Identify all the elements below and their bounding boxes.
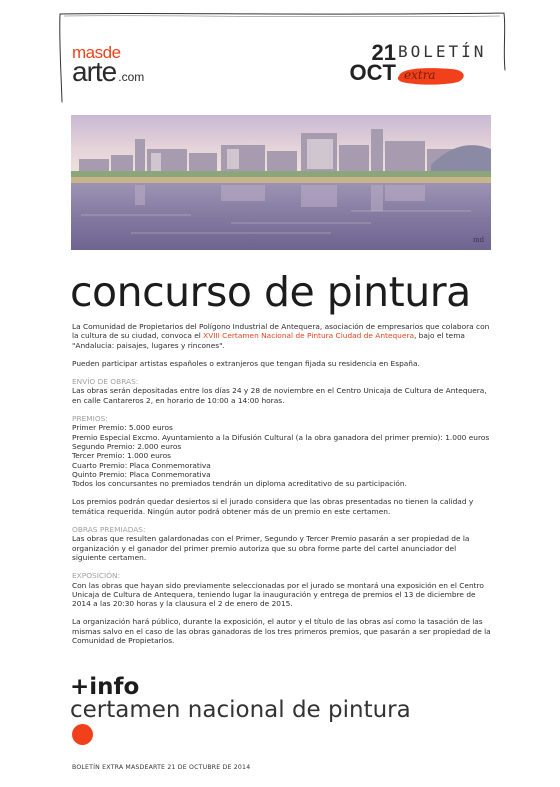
premios-heading: PREMIOS: — [72, 414, 108, 424]
article-body — [72, 322, 492, 645]
page-title: concurso de pintura — [70, 268, 471, 316]
eligibility-paragraph: Pueden participar artistas españoles o extranjeros que tengan fijada su residencia en España. — [72, 358, 420, 368]
orange-dot-icon — [72, 724, 93, 745]
issue-month: OCT — [349, 60, 396, 85]
envio-heading: ENVÍO DE OBRAS: — [72, 377, 139, 387]
premio-item: Cuarto Premio: Placa Conmemorativa — [72, 460, 211, 470]
exposicion-heading: EXPOSICIÓN: — [72, 571, 121, 581]
masdearte-logo[interactable] — [72, 44, 144, 86]
premio-item: Todos los concursantes no premiados tendrán un diploma acreditativo de su participación. — [72, 479, 407, 489]
premio-item: Tercer Premio: 1.000 euros — [72, 451, 172, 461]
logo-bottom-text — [72, 58, 144, 86]
more-info-subtitle: certamen nacional de pintura — [70, 697, 411, 723]
premio-item: Quinto Premio: Placa Conmemorativa — [72, 469, 211, 479]
premio-item: Premio Especial Excmo. Ayuntamiento a la Difusión Cultural (a la obra ganadora del primer premio): 1.000 euros — [72, 432, 490, 442]
extra-label: extra — [404, 68, 436, 82]
issue-day: 21 — [371, 40, 396, 65]
more-info-block[interactable] — [70, 676, 411, 722]
premiadas-heading: OBRAS PREMIADAS: — [72, 525, 146, 535]
closing-paragraph: La organización hará público, durante la exposición, el autor y el título de las obras así como la tasación de las mismas salvo en el caso de las obras ganadoras de los tres primeros premios, que pasarán a ser propiedad de la Comunidad de Propietarios. — [72, 617, 491, 646]
premio-item: Segundo Premio: 2.000 euros — [72, 441, 182, 451]
hero-painting — [71, 115, 491, 250]
premiadas-text: Las obras que resulten galardonadas con el Primer, Segundo y Tercer Premio pasarán a ser propiedad de la organización y el ganador del primer premio autoriza que su obra forme parte del cartel anunciador del siguiente certamen. — [72, 534, 470, 562]
intro-paragraph — [72, 322, 492, 350]
boletin-label: BOLETÍN — [398, 42, 487, 61]
footer-text: BOLETÍN EXTRA MASDEARTE 21 DE OCTUBRE DE 2014 — [72, 764, 251, 771]
painting-signature: md — [473, 236, 485, 244]
premios-note: Los premios podrán quedar desiertos si el jurado considera que las obras presentadas no tienen la calidad y temática requerida. Ningún autor podrá obtener más de un premio en este certamen. — [72, 497, 474, 516]
logo-suffix: .com — [118, 70, 145, 84]
logo-arte: arte — [72, 56, 117, 87]
certamen-link[interactable]: XVIII Certamen Nacional de Pintura Ciudad de Antequera — [203, 331, 414, 341]
more-info-label: +info — [70, 674, 140, 700]
envio-text: Las obras serán depositadas entre los días 24 y 28 de noviembre en el Centro Unicaja de Cultura de Antequera, en calle Cantareros 2, en horario de 10:00 a 14:00 horas. — [72, 386, 487, 405]
premio-item: Primer Premio: 5.000 euros — [72, 423, 173, 433]
logo-top-text: masde — [72, 43, 121, 62]
intro-text-before: La Comunidad de Propietarios del Polígono Industrial de Antequera, asociación de empresarios que colabora con la cultura de su ciudad, convoca el — [72, 322, 490, 341]
exposicion-text: Con las obras que hayan sido previamente seleccionadas por el jurado se montará una exposición en el Centro Unicaja de Cultura de Antequera, teniendo lugar la inauguración y entrega de premios el 13 de diciembre de 2014 a las 20:30 horas y la clausura el 2 de enero de 2015. — [72, 580, 484, 609]
issue-date — [344, 42, 396, 84]
intro-text-after: , bajo el tema "Andalucía: paisajes, lugares y rincones". — [72, 331, 465, 350]
